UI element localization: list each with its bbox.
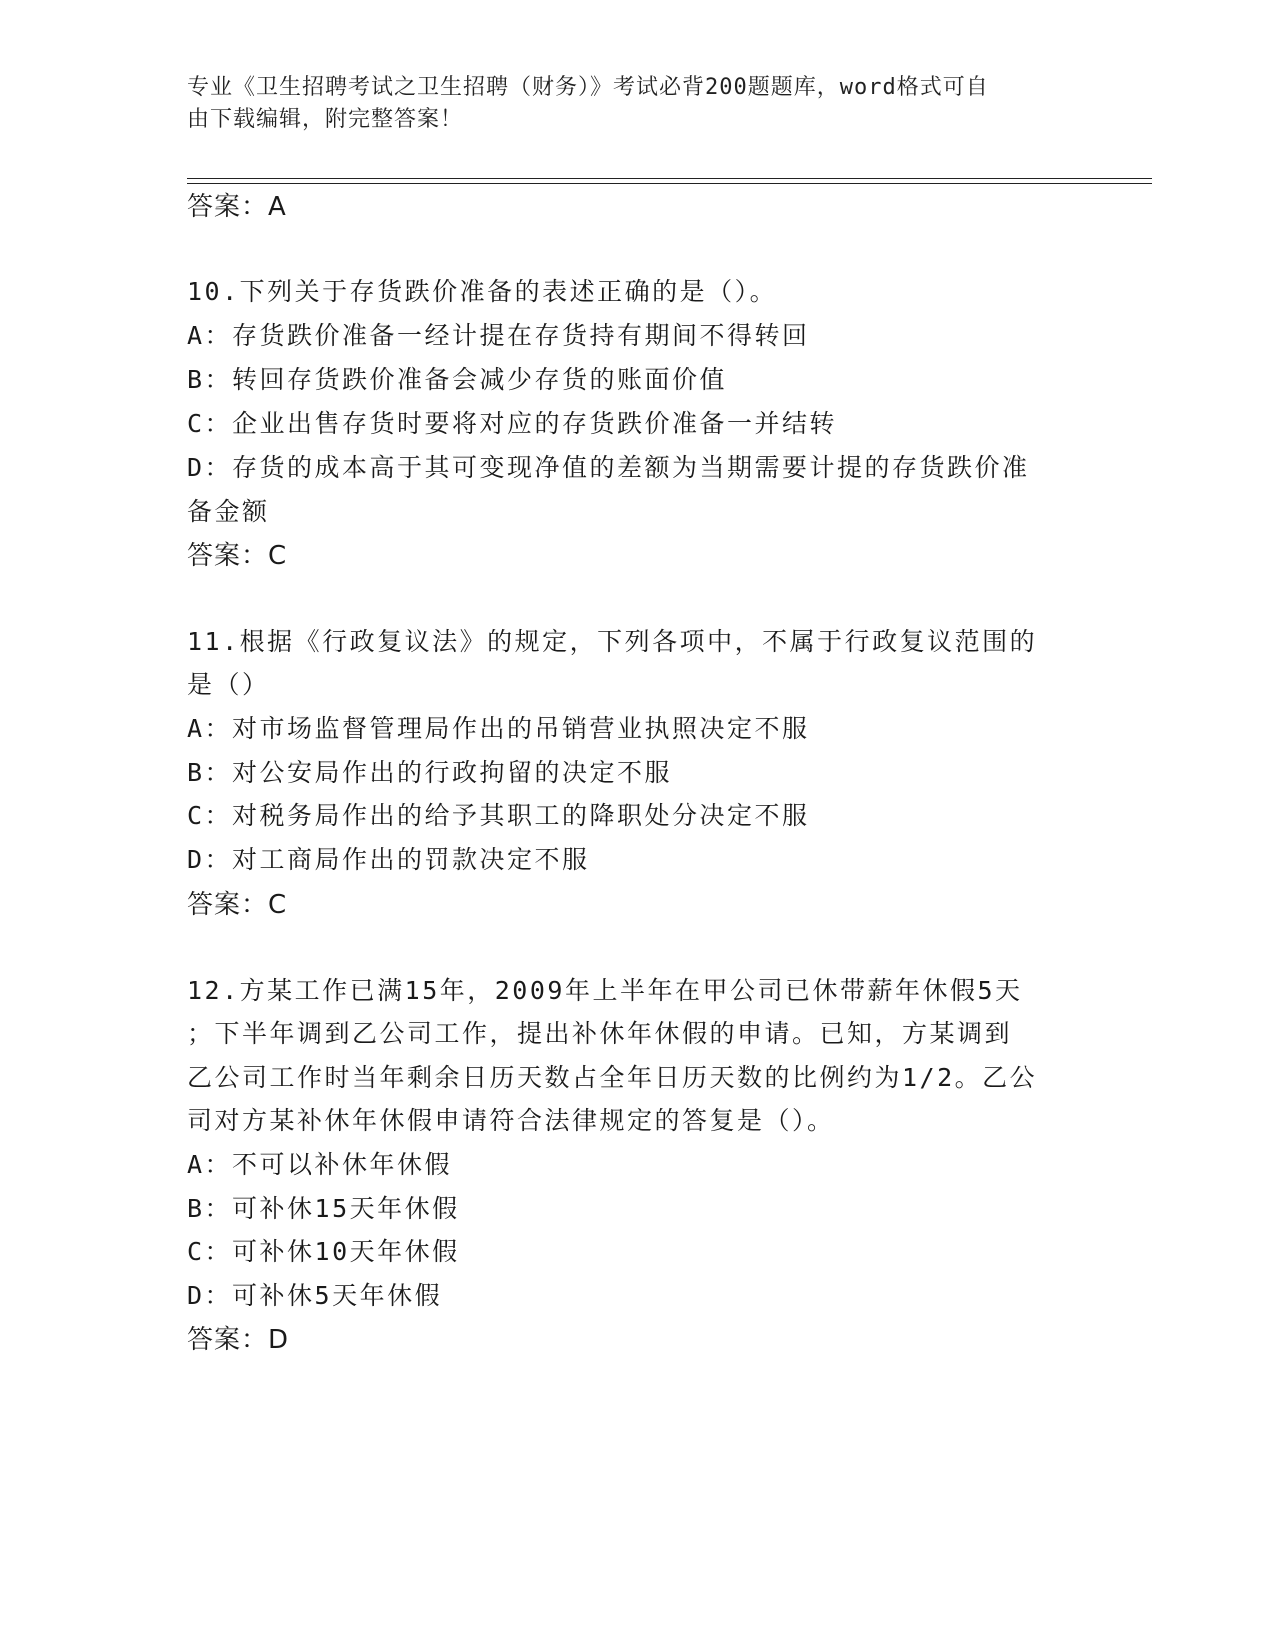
q12-option-a: A：不可以补休年休假 [187, 1150, 453, 1179]
document-header [187, 72, 1067, 136]
q10-stem: 10.下列关于存货跌价准备的表述正确的是（）。 [187, 277, 778, 306]
q10-option-a: A：存货跌价准备一经计提在存货持有期间不得转回 [187, 321, 810, 350]
q11-stem-cont: 是（） [187, 670, 270, 699]
q11-option-d: D：对工商局作出的罚款决定不服 [187, 845, 590, 874]
previous-answer: 答案：A [187, 192, 287, 222]
q11-option-c: C：对税务局作出的给予其职工的降职处分决定不服 [187, 801, 810, 830]
q12-answer: 答案：D [187, 1325, 290, 1355]
q12-option-c: C：可补休10天年休假 [187, 1237, 460, 1266]
header-divider-bottom [187, 183, 1152, 184]
q10-option-b: B：转回存货跌价准备会减少存货的账面价值 [187, 365, 728, 394]
q11-answer: 答案：C [187, 890, 288, 920]
q10-option-d: D：存货的成本高于其可变现净值的差额为当期需要计提的存货跌价准 [187, 453, 1030, 482]
q12-option-b: B：可补休15天年休假 [187, 1194, 460, 1223]
q12-option-d: D：可补休5天年休假 [187, 1281, 443, 1310]
header-line-2: 由下载编辑，附完整答案！ [187, 107, 464, 132]
q11-stem: 11.根据《行政复议法》的规定，下列各项中，不属于行政复议范围的 [187, 627, 1038, 656]
q10-answer: 答案：C [187, 541, 288, 571]
q11-option-b: B：对公安局作出的行政拘留的决定不服 [187, 758, 673, 787]
header-divider-top [187, 178, 1152, 179]
q12-stem-cont-1: ；下半年调到乙公司工作，提出补休年休假的申请。已知，方某调到 [187, 1019, 1013, 1048]
q10-option-c: C：企业出售存货时要将对应的存货跌价准备一并结转 [187, 409, 838, 438]
q12-stem: 12.方某工作已满15年，2009年上半年在甲公司已休带薪年休假5天 [187, 976, 1023, 1005]
q11-option-a: A：对市场监督管理局作出的吊销营业执照决定不服 [187, 714, 810, 743]
q12-stem-cont-3: 司对方某补休年休假申请符合法律规定的答复是（）。 [187, 1106, 835, 1135]
q10-option-d-cont: 备金额 [187, 497, 270, 526]
q12-stem-cont-2: 乙公司工作时当年剩余日历天数占全年日历天数的比例约为1/2。乙公 [187, 1063, 1038, 1092]
header-line-1: 专业《卫生招聘考试之卫生招聘（财务）》考试必背200题题库，word格式可自 [187, 75, 989, 100]
